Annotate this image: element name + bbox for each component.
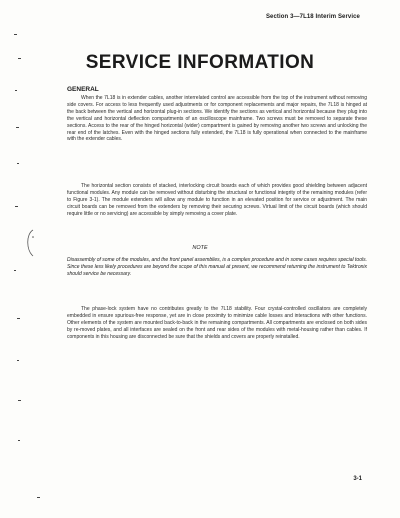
margin-mark	[17, 318, 20, 319]
margin-mark	[14, 270, 16, 271]
margin-mark	[17, 163, 19, 164]
margin-mark	[14, 34, 17, 35]
margin-mark	[15, 90, 17, 91]
binder-hole-mark	[24, 228, 36, 258]
section-heading-general: GENERAL	[67, 86, 99, 93]
paragraph-1: When the 7L18 is in extender cables, another interrelated control are accessible from the top of the instrument without removing side covers. For access to less frequently used adjustments or for component replacements and major repairs, the 7L18 is hinged at the back between the vertical and horizontal plug-in sections. We identify the sections as vertical and horizontal because they plug into the vertical and horizontal deflection compartments of an oscilloscope mainframe. Two screws must be removed to separate these sections. Access to the rear of the hinged horizontal (wider) compartment is gained by removing another two screws and unlocking the rear end of the latches. Even with the hinged sections fully extended, the 7L18 is fully operational when connected to the mainframe with the extender cables.	[67, 95, 367, 143]
margin-mark	[18, 440, 20, 441]
margin-mark	[16, 127, 19, 128]
paragraph-3: The phase-lock system have no contributes greatly to the 7L18 stability. Four crystal-controlled oscillators are completely embedded in ensure spurious-free response, yet are in close proximity to minimize cable losses and interactions with other functions. Other elements of the system are mounted back-to-back in the remaining compartments. All compartments are enclosed on both sides by re-moved plates, and all interfaces are sealed on the front and rear sides of the modules with metal-housing rather than cables. If components in this housing are disconnected be sure that the shields and covers are properly reinstalled.	[67, 306, 367, 340]
section-header: Section 3—7L18 Interim Service	[265, 14, 360, 20]
paragraph-2: The horizontal section consists of stacked, interlocking circuit boards each of which provides good shielding between adjacent functional modules. Any module can be removed without disturbing the structural or functional integrity of the remaining modules (refer to Figure 3-1). The module extenders will allow any module to function in an elevated position for service or adjustment. The main circuit boards can be removed from the extenders by removing their securing screws. Virtual limit of the circuit boards (which should require little or no servicing) are accessible by simply removing a cover plate.	[67, 183, 367, 217]
margin-mark	[18, 58, 21, 59]
note-text: Disassembly of some of the modules, and the front panel assemblies, is a complex procedure and in some cases requires special tools. Since these less likely procedures are beyond the scope of this manual at present, we recommend returning the instrument to Tektronix should service be necessary.	[67, 257, 367, 277]
margin-mark	[37, 497, 40, 498]
page-number: 3-1	[353, 476, 362, 482]
note-label: NOTE	[192, 245, 208, 251]
margin-mark	[15, 206, 18, 207]
margin-mark	[18, 400, 21, 401]
margin-mark	[17, 360, 19, 361]
page-title: SERVICE INFORMATION	[85, 52, 315, 73]
